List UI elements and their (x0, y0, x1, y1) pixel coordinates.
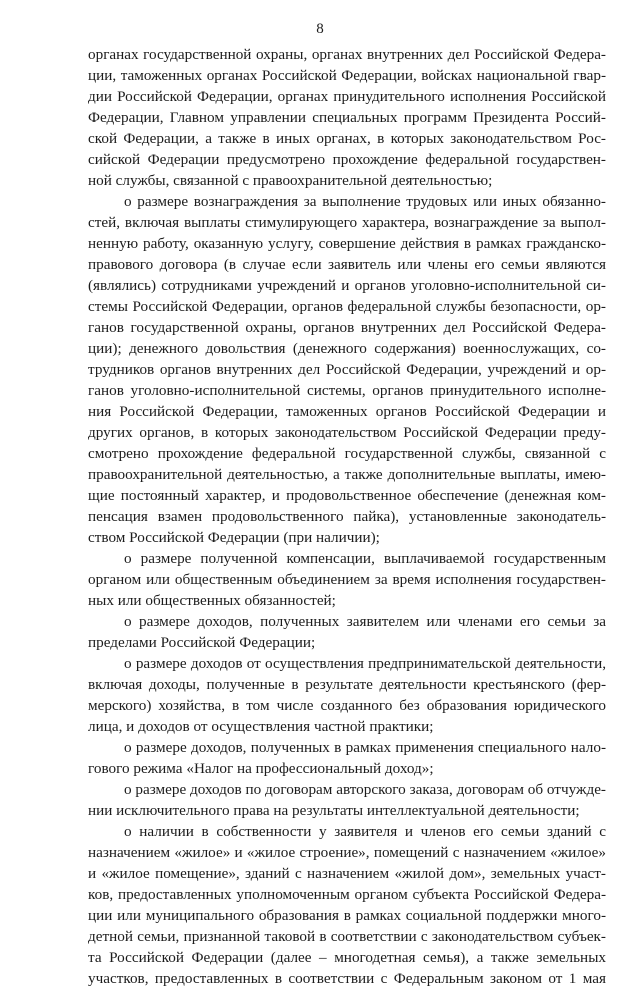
paragraph-line: ции, таможенных органах Российской Федерации, войсках национальной гвар- (88, 67, 606, 84)
paragraph-line: о размере полученной компенсации, выплачиваемой государственным (124, 550, 606, 567)
paragraph-line: о размере доходов от осуществления предпринимательской деятельности, (124, 655, 606, 672)
page-number: 8 (316, 21, 324, 37)
paragraph-line: дии Российской Федерации, органах принудительного исполнения Российской (88, 88, 606, 105)
paragraph-line: сийской Федерации предусмотрено прохождение федеральной государствен- (88, 151, 606, 168)
paragraph-line: ции); денежного довольствия (денежного содержания) военнослужащих, со- (88, 340, 606, 357)
paragraph-line: стемы Российской Федерации, органов федеральной службы безопасности, ор- (88, 298, 606, 315)
paragraph-line: ной службы, связанной с правоохранительной деятельностью; (88, 172, 493, 189)
paragraph-line: пенсация взамен продовольственного пайка), установленные законодатель- (88, 508, 606, 525)
paragraph-line: органом или общественным объединением за время исполнения государствен- (88, 571, 606, 588)
paragraph-line: мерского) хозяйства, в том числе созданного без образования юридического (88, 697, 606, 714)
paragraph-line: гового режима «Налог на профессиональный доход»; (88, 760, 434, 777)
paragraph-line: о размере доходов по договорам авторского заказа, договорам об отчужде- (124, 781, 606, 798)
paragraph-line: трудников органов внутренних дел Российской Федерации, учреждений и ор- (88, 361, 606, 378)
paragraph-line: правового договора (в случае если заявитель или члены его семьи являются (88, 256, 606, 273)
paragraph-line: ганов государственной охраны, органов внутренних дел Российской Федера- (88, 319, 606, 336)
paragraph-line: о наличии в собственности у заявителя и членов его семьи зданий с (124, 823, 606, 840)
paragraph-line: щие постоянный характер, и продовольственное обеспечение (денежная ком- (88, 487, 606, 504)
paragraph-line: участков, предоставленных в соответствии с Федеральным законом от 1 мая (88, 970, 606, 987)
paragraph-line: о размере доходов, полученных заявителем или членами его семьи за (124, 613, 606, 630)
paragraph-line: ных или общественных обязанностей; (88, 592, 336, 609)
paragraph-line: смотрено прохождение федеральной государственной службы, связанной с (88, 445, 606, 462)
paragraph-line: стей, включая выплаты стимулирующего характера, вознаграждение за выпол- (88, 214, 606, 231)
paragraph-line: ков, предоставленных уполномоченным органом субъекта Российской Федера- (88, 886, 606, 903)
paragraph-line: ния Российской Федерации, таможенных органов Российской Федерации и (88, 403, 606, 420)
paragraph-line: о размере вознаграждения за выполнение трудовых или иных обязанно- (124, 193, 606, 210)
paragraph-line: правоохранительной деятельностью, а также дополнительные выплаты, имею- (88, 466, 606, 483)
paragraph-line: органах государственной охраны, органах внутренних дел Российской Федера- (88, 46, 606, 63)
paragraph-line: (являлись) сотрудниками учреждений и органов уголовно-исполнительной си- (88, 277, 606, 294)
paragraph-line: пределами Российской Федерации; (88, 634, 316, 651)
paragraph-line: Федерации, Главном управлении специальных программ Президента Россий- (88, 109, 606, 126)
paragraph-line: ции или муниципального образования в рамках социальной поддержки много- (88, 907, 606, 924)
paragraph-line: та Российской Федерации (далее – многодетная семья), а также земельных (88, 949, 606, 966)
paragraph-line: ненную работу, оказанную услугу, совершение действия в рамках гражданско- (88, 235, 606, 252)
paragraph-line: о размере доходов, полученных в рамках применения специального нало- (124, 739, 606, 756)
paragraph-line: ганов уголовно-исполнительной системы, органов принудительного исполне- (88, 382, 606, 399)
paragraph-line: назначением «жилое» и «жилое строение», помещений с назначением «жилое» (88, 844, 606, 861)
paragraph-line: детной семьи, признанной таковой в соответствии с законодательством субъек- (88, 928, 606, 945)
paragraph-line: нии исключительного права на результаты интеллектуальной деятельности; (88, 802, 580, 819)
paragraph-line: других органов, в которых законодательством Российской Федерации преду- (88, 424, 606, 441)
paragraph-line: лица, и доходов от осуществления частной практики; (88, 718, 434, 735)
paragraph-line: включая доходы, полученные в результате деятельности крестьянского (фер- (88, 676, 606, 693)
paragraph-line: ством Российской Федерации (при наличии); (88, 529, 380, 546)
paragraph-line: и «жилое помещение», зданий с назначением «жилой дом», земельных участ- (88, 865, 606, 882)
paragraph-line: ской Федерации, а также в иных органах, в которых законодательством Рос- (88, 130, 606, 147)
